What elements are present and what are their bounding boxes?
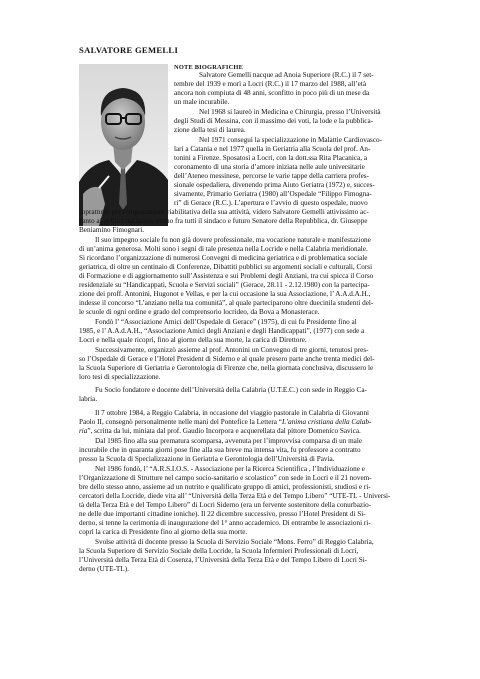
text-line: la Scuola Superiore di Servizio Sociale della Locride, la Scuola Infermieri Professionali di Locri, xyxy=(79,547,359,555)
text-line: 1985, e l’ A.A.d.A.H., “Associazione Amici degli Anziani e degli Handicappati”, (1977) con sede a xyxy=(79,327,365,335)
text-line: l’Organizzazione di Strutture nel campo socio-sanitario e scolastico” con sede in Locri e il 21 novem- xyxy=(79,474,372,482)
text-line: di un’anima generosa. Molti sono i segni di tale presenza nella Locride e nella Calabria meridionale. xyxy=(79,245,368,253)
text-line: Fu Socio fondatore e docente dell’Università della Calabria (U.T.E.C.) con sede in Reggio Ca- xyxy=(95,386,367,394)
text-line: Salvatore Gemelli nacque ad Anoia Superiore (R.C.) il 7 set- xyxy=(199,71,374,79)
text-line: zione della tesi di laurea. xyxy=(174,126,246,134)
text-line: sionale ospedaliera, divenendo prima Aiuto Geriatra (1972) e, succes- xyxy=(174,181,375,189)
text-line: coprì la carica di Presidente fino al giorno della sua morte. xyxy=(79,528,248,536)
text-line: Fondò l’ “Associazione Amici dell’Ospedale di Gerace” (1975), di cui fu Presidente fino al xyxy=(95,318,357,326)
text-line: coronamento di una storia d’amore iniziata nelle aule universitarie xyxy=(174,163,365,171)
text-segment: Paolo II, consegnò personalmente nelle mani del Pontefice la Lettera “ xyxy=(79,418,282,426)
text-line: ancora non compiuta di 48 anni, sconfitto in poco più di un mese da xyxy=(174,89,370,97)
text-line: la Scuola Superiore di Geriatria e Gerontologia di Firenze che, nella giornata conclusiva, discussero le xyxy=(79,364,374,372)
portrait-photo xyxy=(79,64,168,226)
text-line: zione dei proff. Antonini, Hugonot e Vellas, e per la cui occasione la sua Associazione, l’ A.A.d.A.H., xyxy=(79,290,371,298)
text-line: Nel 1971 conseguì la specializzazione in Malattie Cardiovasco- xyxy=(199,136,383,144)
text-line: bre dello stesso anno, assieme ad un nutrito e qualificato gruppo di amici, professionisti, studiosi e ri- xyxy=(79,483,371,491)
text-line: Il suo impegno sociale fu non già dovere professionale, ma vocazione naturale e manifestazione xyxy=(95,236,371,244)
text-line: Nel 1968 si laureò in Medicina e Chirurgia, presso l’Università xyxy=(199,108,381,116)
text-line: degli Studi di Messina, con il massimo dei voti, la lode e la pubblica- xyxy=(174,117,374,125)
text-line: le scuole di ogni ordine e grado del comprensorio locrideo, da Bova a Monasterace. xyxy=(79,308,320,316)
text-line: ri” di Gerace (R.C.). L’apertura e l’avvio di questo ospedale, nuovo xyxy=(174,199,368,207)
text-line: incurabile che in quaranta giorni pose fine alla sua breve ma intensa vita, fu professore a contratto xyxy=(79,446,361,454)
text-line: so l’Ospedale di Gerace e l’Hotel President di Siderno e al quale presero parte anche trenta medici del- xyxy=(79,355,375,363)
letter-title-end: ria xyxy=(79,427,88,435)
text-line: ne delle due importanti cittadine ioniche). Il 22 dicembre successivo, presso l’Hotel President di Si- xyxy=(79,510,366,518)
text-line: soprattutto per l’impostazione riabilitativa della sua attività, videro Salvatore Gemelli attivissimo ac- xyxy=(79,208,369,216)
page-title: SALVATORE GEMELLI xyxy=(79,45,179,55)
text-line: indesse il concorso “L’anziano nella tua comunità”, al quale parteciparono oltre duecinila studenti del- xyxy=(79,299,374,307)
text-line: Locri e nella quale ricoprì, fino al giorno della sua morte, la carica di Direttore. xyxy=(79,336,307,344)
text-line: cercatori della Locride, diede vita all’ “Università della Terza Età e del Tempo Libero” “UTE-TL - Universi- xyxy=(79,492,391,500)
text-line: dell’Ateneo messinese, percorse le varie tappe della carriera profes- xyxy=(174,172,369,180)
text-line: canto ai politici del luogo, primo fra tutti il sindaco e futuro Senatore della Repubblica, dr. Giuseppe xyxy=(79,217,368,225)
text-line: tà della Terza Età e del Tempo Libero” di Locri Siderno (era un fervente sostenitore della conurbazio- xyxy=(79,501,372,509)
text-line: geriatrica, di oltre un centinaio di Conferenze, Dibattiti pubblici su argomenti sociali e culturali, Corsi xyxy=(79,263,373,271)
text-line: Dal 1985 fino alla sua prematura scomparsa, avvenuta per l’improvvisa comparsa di un male xyxy=(95,437,363,445)
text-line xyxy=(79,427,361,436)
text-line: un male incurabile. xyxy=(174,98,230,106)
text-line: l’Università della Terza Età di Cosenza, l’Università della Terza Età e del Tempo Libero di Locri Si- xyxy=(79,556,368,564)
text-line: residenziale su “Handicappati, Scuola e Servizi sociali” (Gerace, 28.11 - 2.12.1980) con la partecipa- xyxy=(79,281,370,289)
text-line: Si ricordano l’organizzazione di numerosi Convegni di medicina geriatrica e di problematica sociale xyxy=(79,254,368,262)
text-line: Il 7 ottobre 1984, a Reggio Calabria, in occasione del viaggio pastorale in Calabria di Giovanni xyxy=(95,409,370,417)
text-line: presso la Scuola di Specializzazione in Geriatria e Gerontologia dell’Università di Pavia. xyxy=(79,455,335,463)
text-line: di Formazione e di aggiornamento sull’Assistenza e sui Problemi degli Anziani, tra cui spicca il Corso xyxy=(79,272,374,280)
text-line: Successivamente, organizzò assieme al prof. Antonini un Convegno di tre giorni, tenutosi pres- xyxy=(95,346,369,354)
letter-title: L’anima cristiana della Calab- xyxy=(281,418,372,426)
text-line: sivamente, Primario Geriatra (1980) all’Ospedale “Filippo Fimogna- xyxy=(174,190,372,198)
text-line: lari a Catania e nel 1977 quella in Geriatria alla Scuola del prof. An- xyxy=(174,145,371,153)
text-line: derno, si tenne la cerimonia di inaugurazione del 1° anno accademico. Di entrambe le associazioni ri- xyxy=(79,519,371,527)
text-line: derno (UTE-TL). xyxy=(79,565,129,573)
text-line: Nel 1986 fondò, l’ “A.R.S.I.O.S. - Associazione per la Ricerca Scientifica , l’Individuazione e xyxy=(95,465,365,473)
text-segment: ”, scritta da lui, miniata dal prof. Gaudio Incorpora e acquerellata dal pittore Domenico Savica. xyxy=(87,427,361,435)
text-line: loro tesi di specializzazione. xyxy=(79,373,161,381)
section-heading: NOTE BIOGRAFICHE xyxy=(174,64,244,71)
text-line: Svolse attività di docente presso la Scuola di Servizio Sociale “Mons. Ferro” di Reggio Calabria, xyxy=(95,538,374,546)
text-line: Beniamino Fimognari. xyxy=(79,226,145,234)
text-line xyxy=(79,418,371,427)
text-line: tonini a Firenze. Sposatosi a Locri, con la dott.ssa Rita Placanica, a xyxy=(174,154,368,162)
portrait-image xyxy=(79,64,168,226)
text-line: labria. xyxy=(79,395,98,403)
text-line: tembre del 1939 e morì a Locri (R.C.) il 17 marzo del 1988, all’età xyxy=(174,80,367,88)
